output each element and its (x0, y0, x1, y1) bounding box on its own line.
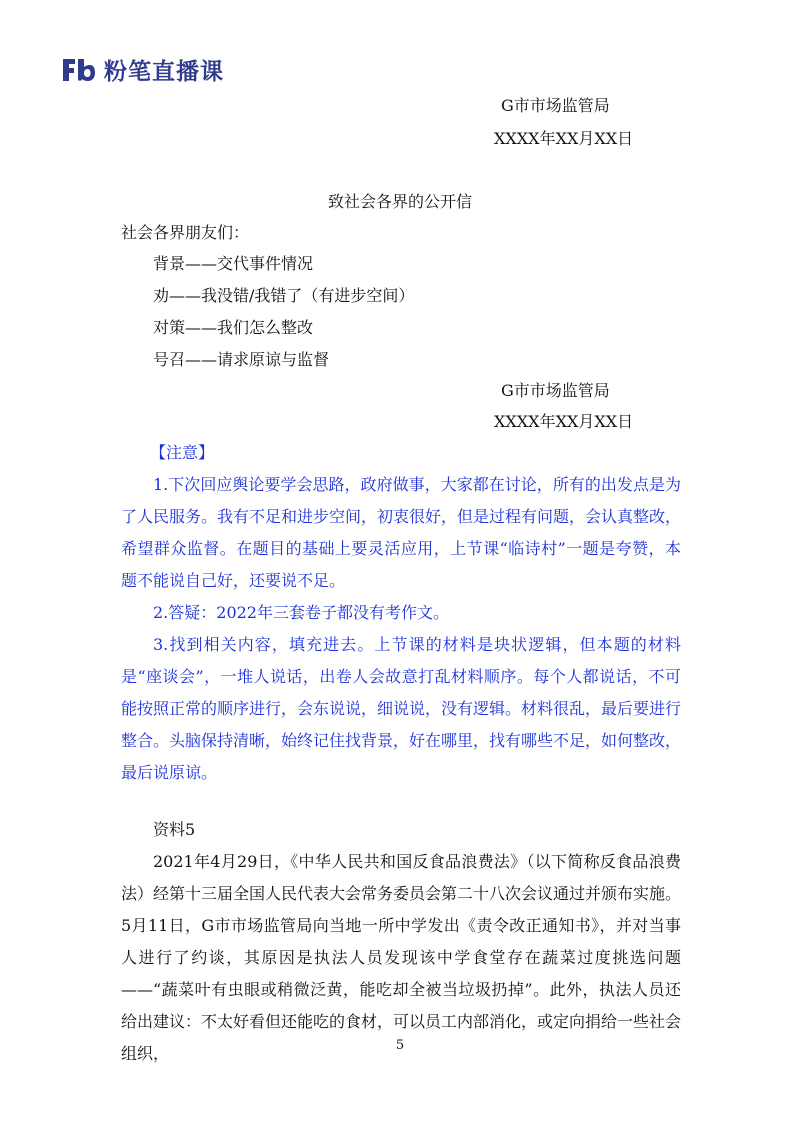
outline-item: 背景——交代事件情况 (153, 254, 314, 273)
fb-logo-icon (60, 55, 96, 85)
letter-title: 致社会各界的公开信 (327, 192, 472, 211)
material-body: 2021年4月29日，《中华人民共和国反食品浪费法》（以下简称反食品浪费法）经第十三届全国人民代表大会常务委员会第二十八次会议通过并颁布实施。5月11日，G市市场监管局向当地一所中学发出《责令改正通知书》，并对当事人进行了约谈，其原因是执法人员发现该中学食堂存在蔬菜过度挑选问题——“蔬菜叶有虫眼或稍微泛黄，能吃却全被当垃圾扔掉”。此外，执法人员还给出建议：不太好看但还能吃的食材，可以员工内部消化，或定向捐给一些社会组织， (121, 852, 682, 1063)
letter-signature-date: XXXX年XX月XX日 (494, 412, 634, 431)
top-signature-date: XXXX年XX月XX日 (494, 129, 634, 148)
outline-item: 对策——我们怎么整改 (153, 318, 314, 337)
page-number: 5 (395, 1038, 405, 1053)
outline-item: 劝——我没错/我错了（有进步空间） (153, 286, 415, 305)
note-item: 2.答疑：2022年三套卷子都没有考作文。 (153, 603, 449, 622)
note-heading: 【注意】 (150, 443, 215, 462)
brand-logo (60, 53, 224, 86)
letter-signature-org: G市市场监管局 (501, 381, 610, 400)
note-item: 3.找到相关内容，填充进去。上节课的材料是块状逻辑，但本题的材料是“座谈会”，一堆人说话，出卷人会故意打乱材料顺序。每个人都说话，不可能按照正常的顺序进行，会东说说，细说说，没有逻辑。材料很乱，最后要进行整合。头脑保持清晰，始终记住找背景，好在哪里，找有哪些不足，如何整改，最后说原谅。 (121, 635, 682, 782)
outline-item: 号召——请求原谅与监督 (153, 350, 330, 369)
note-item: 1.下次回应舆论要学会思路，政府做事，大家都在讨论，所有的出发点是为了人民服务。我有不足和进步空间，初衷很好，但是过程有问题，会认真整改，希望群众监督。在题目的基础上要灵活应用，上节课“临诗村”一题是夸赞，本题不能说自己好，还要说不足。 (121, 475, 682, 590)
material-heading: 资料5 (153, 820, 196, 839)
top-signature-org: G市市场监管局 (501, 96, 610, 115)
logo-text: 粉笔直播课 (104, 59, 224, 85)
letter-salutation: 社会各界朋友们： (121, 223, 250, 242)
